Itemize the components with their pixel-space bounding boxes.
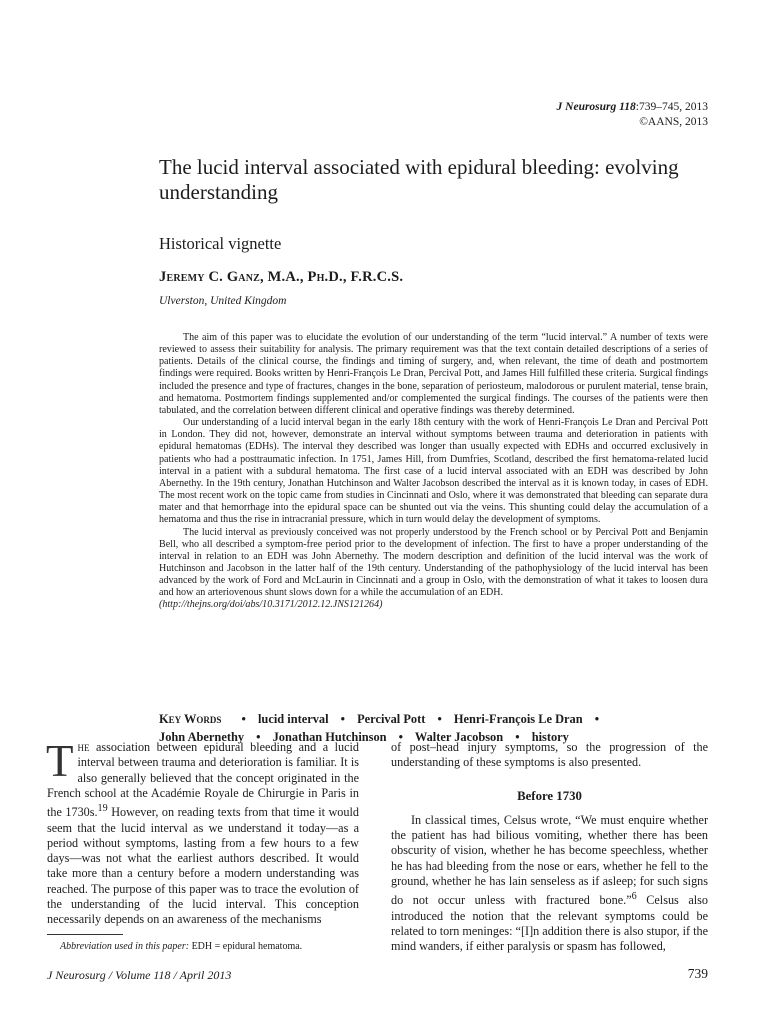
keywords-label: Key Words (159, 712, 222, 726)
doi-link[interactable]: (http://thejns.org/doi/abs/10.3171/2012.12.JNS121264) (159, 599, 383, 611)
reference-superscript[interactable]: 19 (97, 803, 108, 815)
footnote-label: Abbreviation used in this paper: (60, 941, 190, 952)
body-column-right (391, 740, 708, 955)
page-number: 739 (687, 966, 708, 981)
keyword-separator: • (256, 730, 261, 744)
affiliation: Ulverston, United Kingdom (159, 295, 287, 307)
abstract-paragraph-2: Our understanding of a lucid interval began in the early 18th century with the work of Henri-François Le Dran and Percival Pott in London. They did not, however, demonstrate an interval without symptoms between trauma and deterioration in patients with epidural hematomas (EDHs). The interval they described was longer than usually expected with EDHs and occurred exclusively in patients who had a posttraumatic infection. In 1751, James Hill, from Dumfries, Scotland, described the first hematoma-related lucid interval in a patient with a subdural hematoma. The first case of a lucid interval associated with an EDH was described by John Abernethy. In the 19th century, Jonathan Hutchinson and Walter Jacobson described the interval as it is known today, in cases of EDH. The most recent work on the topic came from studies in Cincinnati and Oslo, where it was demonstrated that bleeding can separate dura mater and that hemorrhage into the epidural space can be shunted out via the veins. This shunting could delay the accumulation of a hematoma and thus the rise in intracranial pressure, which in turn would delay the development of symptoms. (159, 417, 708, 526)
keyword-separator: • (241, 712, 246, 726)
author-degrees: , M.A., Ph.D., F.R.C.S. (260, 269, 404, 285)
keyword: Percival Pott (357, 712, 426, 726)
body-text: association between epidural bleeding and a lucid interval between trauma and deterioration is familiar. It is also generally believed that the concept originated in the French school at the Académie Royale de Chirurgie in Paris in the 1730s. (47, 740, 359, 820)
citation-journal: J Neurosurg (556, 101, 617, 113)
body-paragraph (391, 813, 708, 955)
citation-block (557, 100, 708, 130)
keyword: Jonathan Hutchinson (272, 730, 387, 744)
reference-superscript[interactable]: 6 (631, 891, 637, 903)
continued-paragraph: of post–head injury symptoms, so the progression of the understanding of these symptoms is also presented. (391, 740, 708, 770)
keyword-separator: • (437, 712, 442, 726)
running-footer: J Neurosurg / Volume 118 / April 2013 (47, 968, 232, 982)
footnote (60, 940, 302, 953)
keyword: lucid interval (257, 712, 329, 726)
section-label: Historical vignette (159, 234, 282, 253)
author-name: Jeremy C. Ganz (159, 269, 261, 285)
abstract (159, 332, 708, 612)
keyword-separator: • (594, 712, 600, 726)
keyword: Henri-François Le Dran (453, 712, 583, 726)
copyright: ©AANS, 2013 (639, 116, 708, 128)
abstract-paragraph-3: The lucid interval as previously conceived was not properly understood by the French school or by Percival Pott and Benjamin Bell, who all described a symptom-free period prior to the development of infection. The first to have a proper understanding of the interval in relation to an EDH was John Abernethy. The modern description and definition of the lucid interval was the work of Hutchinson and Jacobson in the latter half of the 19th century. Understanding of the pathophysiology of the lucid interval has been advanced by the work of Ford and McLaurin in Cincinnati and a group in Oslo, with the demonstration of what it takes to loosen dura and how an arteriovenous shunt slows down for a while the accumulation of an EDH. (159, 526, 708, 599)
drop-cap: T (46, 736, 74, 786)
body-text: Celsus also introduced the notion that the relevant symptoms could be related to torn meninges: “[I]n addition there is also stupor, if the mind wanders, if either paralysis or spasm has followed, (391, 893, 708, 954)
keyword: Walter Jacobson (414, 730, 504, 744)
article-title: The lucid interval associated with epidural bleeding: evolving understanding (159, 155, 679, 204)
body-text: In classical times, Celsus wrote, “We must enquire whether the patient has had bilious vomiting, whether there has been obscurity of vision, whether he has become speechless, whether he has had bleeding from the nose or ears, whether he fell to the ground, whether he has lain senseless as if asleep; for such signs do not occur unless with fractured bone.” (391, 812, 708, 908)
keyword-separator: • (515, 730, 520, 744)
author-line (159, 268, 403, 286)
citation-pages: :739–745, 2013 (635, 101, 708, 113)
keyword: history (531, 730, 569, 744)
lead-in: he (77, 740, 90, 754)
section-heading: Before 1730 (517, 788, 582, 803)
body-text: However, on reading texts from that time it would seem that the lucid interval as we understand it today—as a period without symptoms, lasting from a few hours to a few days—was not what the earliest authors described. It would take more than a century before a modern understanding was reached. The purpose of this paper was to trace the evolution of the understanding of the lucid interval. This conception necessarily depends on an awareness of the mechanisms (47, 805, 359, 927)
keyword-separator: • (340, 712, 345, 726)
footnote-rule (47, 934, 123, 935)
abstract-paragraph-1: The aim of this paper was to elucidate the evolution of our understanding of the term “lucid interval.” A number of texts were reviewed to assess their suitability for analysis. The primary requirement was that the text contain detailed descriptions of a series of patients. Details of the clinical course, the findings and timing of surgery, and, when relevant, the time of death and postmortem findings were required. Books written by Henri-François Le Dran, Percival Pott, and James Hill fulfilled these criteria. Surgical findings included the presence and type of fractures, changes in the bone, separation of periosteum, malodorous or purulent material, tense brain, and hematoma. Postmortem findings supplemented and/or complemented the surgical findings. The courses of the patients were then tabulated, and the correlation between different clinical and operative findings was thereby determined. (159, 332, 708, 416)
citation-volume: 118 (619, 101, 636, 113)
footnote-text: EDH = epidural hematoma. (189, 941, 303, 952)
keyword: John Abernethy (159, 730, 245, 744)
keyword-separator: • (398, 730, 404, 744)
